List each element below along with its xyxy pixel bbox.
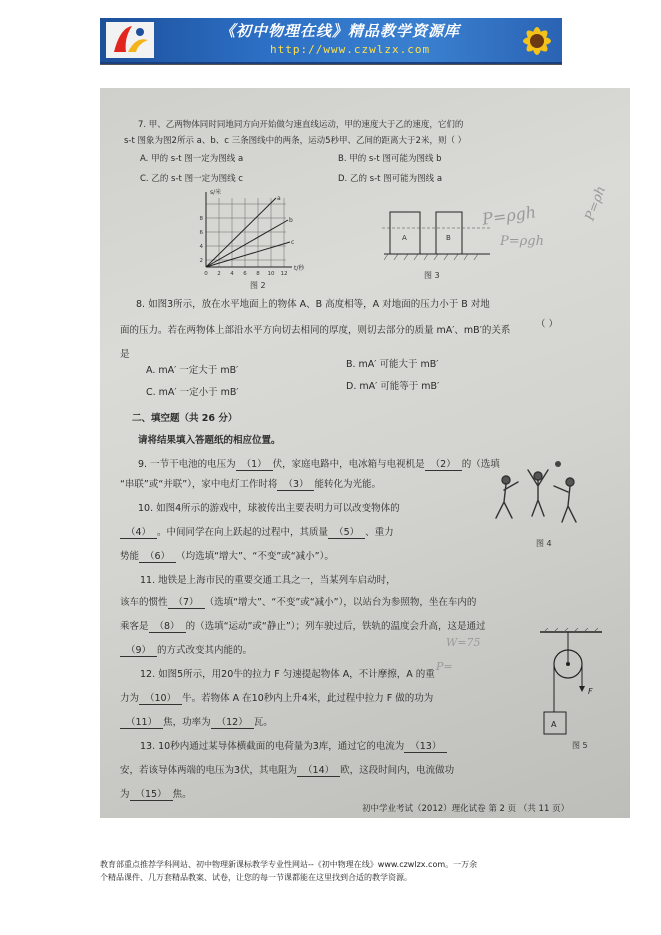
q13-line3: 为 （15） 焦。 bbox=[120, 786, 192, 801]
q12-line1: 12. 如图5所示，用20牛的拉力 F 匀速提起物体 A，不计摩擦，A 的重 bbox=[140, 669, 435, 680]
pencil-note: P=ρgh bbox=[500, 234, 544, 249]
pencil-note: P=ρh bbox=[582, 184, 609, 223]
q11-line2: 该车的惯性 （7） （选填“增大”、“不变”或“减小”），以站台为参照物，坐在车内的 bbox=[120, 594, 476, 609]
graph-y-tick: 8 bbox=[199, 216, 203, 222]
graph-x-axis-label: t/秒 bbox=[294, 265, 305, 272]
q7-line1: 7. 甲、乙两物体同时同地同方向开始做匀速直线运动，甲的速度大于乙的速度，它们的 bbox=[138, 120, 464, 130]
q7-option-d: D. 乙的 s-t 图可能为图线 a bbox=[338, 174, 443, 184]
graph-x-tick: 12 bbox=[280, 271, 288, 277]
q9-line1: 9. 一节干电池的电压为 （1） 伏，家庭电路中，电冰箱与电视机是 （2） 的（选填 bbox=[138, 456, 500, 471]
figure-3-label: 图 3 bbox=[424, 271, 440, 280]
answer-blank-5[interactable]: （5） bbox=[328, 524, 365, 539]
graph-line-c-label: c bbox=[291, 239, 295, 246]
footer-line-2: 个精品课件、几万套精品教案、试卷，让您的每一节课都能在这里找到合适的教学资源。 bbox=[100, 873, 412, 882]
answer-blank-2[interactable]: （2） bbox=[425, 456, 462, 471]
answer-blank-11[interactable]: （11） bbox=[120, 714, 163, 729]
graph-x-tick: 8 bbox=[256, 271, 260, 277]
graph-x-tick: 10 bbox=[267, 271, 275, 277]
graph-x-tick: 6 bbox=[243, 271, 247, 277]
q11-line3: 乘客是 （8） 的（选填“运动”或“静止”）；列车驶过后，铁轨的温度会升高，这是通过 bbox=[120, 618, 486, 633]
q8-option-a: A. mA′ 一定大于 mB′ bbox=[146, 365, 239, 376]
answer-blank-10[interactable]: （10） bbox=[139, 690, 182, 705]
answer-blank-13[interactable]: （13） bbox=[404, 738, 447, 753]
exam-page-footer: 初中学业考试（2012）理化试卷 第 2 页 （共 11 页） bbox=[362, 804, 570, 814]
q13-line2: 安，若该导体两端的电压为3伏，其电阻为 （14） 欧，这段时间内，电流做功 bbox=[120, 762, 454, 777]
figure-5-pulley bbox=[536, 628, 606, 748]
q12-line3: （11） 焦，功率为 （12） 瓦。 bbox=[120, 714, 273, 729]
site-logo-icon bbox=[106, 22, 154, 58]
banner-rule bbox=[100, 64, 562, 65]
q8-option-b: B. mA′ 可能大于 mB′ bbox=[346, 359, 439, 370]
site-banner bbox=[100, 18, 562, 64]
graph-line-b-label: b bbox=[289, 217, 293, 224]
q8-line2: 面的压力。若在两物体上部沿水平方向切去相同的厚度，则切去部分的质量 mA′、mB′的关系 bbox=[120, 325, 511, 336]
answer-blank-1[interactable]: （1） bbox=[236, 456, 273, 471]
q8-option-d: D. mA′ 可能等于 mB′ bbox=[346, 381, 440, 392]
block-b-label: B bbox=[446, 234, 451, 242]
answer-blank-8[interactable]: （8） bbox=[149, 618, 186, 633]
section-2-title: 二、填空题（共 26 分） bbox=[132, 413, 238, 424]
pencil-note: P= bbox=[436, 660, 453, 673]
figure-4-players bbox=[488, 460, 584, 536]
q10-line1: 10. 如图4所示的游戏中，球被传出主要表明力可以改变物体的 bbox=[138, 503, 400, 514]
exam-page-photo bbox=[100, 88, 630, 818]
q7-option-b: B. 甲的 s-t 图可能为图线 b bbox=[338, 154, 442, 164]
sunflower-icon bbox=[514, 22, 560, 60]
banner-title: 《初中物理在线》精品教学资源库 bbox=[220, 22, 461, 40]
pencil-note: P=ρgh bbox=[480, 202, 538, 229]
banner-url[interactable]: http://www.czwlzx.com bbox=[270, 43, 431, 56]
q10-line2: （4） 。中间同学在向上跃起的过程中，其质量 （5） 、重力 bbox=[120, 524, 394, 539]
figure-3-blocks bbox=[378, 204, 498, 270]
graph-x-tick: 2 bbox=[217, 271, 221, 277]
figure-2-label: 图 2 bbox=[250, 281, 266, 290]
answer-blank-3[interactable]: （3） bbox=[277, 476, 314, 491]
q8-line1: 8. 如图3所示，放在水平地面上的物体 A、B 高度相等，A 对地面的压力小于 B 对地 bbox=[136, 299, 490, 310]
graph-y-tick: 6 bbox=[199, 230, 203, 236]
graph-x-tick: 4 bbox=[230, 271, 234, 277]
graph-y-tick: 4 bbox=[199, 244, 203, 250]
q8-option-c: C. mA′ 一定小于 mB′ bbox=[146, 387, 239, 398]
graph-x-tick: 0 bbox=[204, 271, 208, 277]
q9-line2: “串联”或“并联”），家中电灯工作时将 （3） 能转化为光能。 bbox=[120, 476, 381, 491]
block-a-label: A bbox=[551, 720, 557, 729]
site-footer bbox=[100, 858, 570, 884]
figure-5-label: 图 5 bbox=[572, 741, 588, 750]
figure-4-label: 图 4 bbox=[536, 539, 552, 548]
graph-y-axis-label: s/米 bbox=[210, 189, 222, 196]
figure-2-graph bbox=[192, 186, 322, 286]
answer-blank-14[interactable]: （14） bbox=[297, 762, 340, 777]
q10-line3: 势能 （6） （均选填“增大”、“不变”或“减小”）。 bbox=[120, 548, 334, 563]
q13-line1: 13. 10秒内通过某导体横截面的电荷量为3库，通过它的电流为 （13） bbox=[140, 738, 447, 753]
answer-blank-15[interactable]: （15） bbox=[130, 786, 173, 801]
graph-y-tick: 2 bbox=[199, 258, 203, 264]
answer-blank-9[interactable]: （9） bbox=[120, 642, 157, 657]
force-f-label: F bbox=[588, 687, 593, 696]
pencil-note: W=75 bbox=[446, 636, 481, 649]
block-a-label: A bbox=[402, 234, 407, 242]
q11-line1: 11. 地铁是上海市民的重要交通工具之一，当某列车启动时， bbox=[140, 575, 396, 586]
q7-option-a: A. 甲的 s-t 图一定为图线 a bbox=[140, 154, 244, 164]
answer-blank-6[interactable]: （6） bbox=[139, 548, 176, 563]
q11-line4: （9） 的方式改变其内能的。 bbox=[120, 642, 252, 657]
q7-line2: s-t 图象为图2所示 a、b、c 三条图线中的两条，运动5秒甲、乙间的距离大于2米，则（ ） bbox=[124, 136, 467, 146]
answer-blank-7[interactable]: （7） bbox=[168, 594, 205, 609]
q7-option-c: C. 乙的 s-t 图一定为图线 c bbox=[140, 174, 243, 184]
graph-line-a-label: a bbox=[277, 195, 281, 202]
answer-blank-4[interactable]: （4） bbox=[120, 524, 157, 539]
section-2-instruction: 请将结果填入答题纸的相应位置。 bbox=[138, 435, 281, 446]
q8-bracket: （ ） bbox=[536, 319, 559, 330]
q12-line2: 力为 （10） 牛。若物体 A 在10秒内上升4米，此过程中拉力 F 做的功为 bbox=[120, 690, 433, 705]
answer-blank-12[interactable]: （12） bbox=[211, 714, 254, 729]
footer-line-1: 教育部重点推荐学科网站、初中物理新课标教学专业性网站--《初中物理在线》www.czwlzx.com。一万余 bbox=[100, 860, 478, 869]
q8-line3: 是 bbox=[120, 349, 130, 360]
